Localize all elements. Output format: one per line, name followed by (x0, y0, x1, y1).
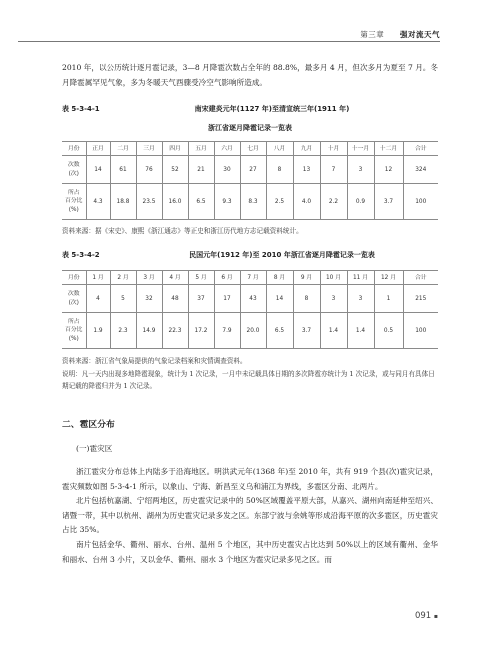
table-cell: 76 (136, 156, 162, 184)
section-body (62, 465, 438, 567)
table-header-cell: 八月 (266, 142, 293, 156)
table-header-cell: 九月 (293, 142, 320, 156)
table-cell: 1 (374, 285, 403, 313)
table-cell: 1.9 (86, 313, 110, 349)
table-header-cell: 10 月 (320, 271, 347, 285)
table-header-cell: 合计 (403, 271, 438, 285)
table-cell: 7 (320, 156, 347, 184)
table-cell: 215 (403, 285, 438, 313)
table-cell: 3.7 (293, 313, 320, 349)
table-cell: 1.4 (320, 313, 347, 349)
table-cell: 2.2 (320, 184, 347, 220)
table-cell: 17.2 (188, 313, 214, 349)
table-cell: 20.0 (240, 313, 266, 349)
table-cell: 5 (110, 285, 136, 313)
chapter-title: 强对流天气 (400, 30, 440, 39)
table-cell: 3 (347, 285, 374, 313)
table2-number: 表 5-3-4-2 (62, 251, 100, 259)
table1-title-line2: 浙江省逐月降雹记录一览表 (208, 124, 292, 132)
table2-note: 说明：凡一天内出现多地降雹现象，统计为 1 次记录，一月中未记载具体日期的多次降雹亦统计为 1 次记录，或与同月有具体日期记载的降雹归并为 1 次记录。 (62, 370, 435, 390)
table-header-cell: 1 月 (86, 271, 110, 285)
table-cell: 21 (188, 156, 214, 184)
table-cell: 13 (293, 156, 320, 184)
table-cell: 324 (403, 156, 438, 184)
table-cell: 16.0 (162, 184, 188, 220)
table-header-cell: 月份 (62, 271, 86, 285)
table-cell: 2.3 (110, 313, 136, 349)
section-subheading: (一)雹灾区 (76, 444, 113, 453)
table-header-cell: 8 月 (266, 271, 293, 285)
table1-title-line1: 南宋建炎元年(1127 年)至清宣统三年(1911 年) (194, 105, 350, 113)
table1-header-row (62, 142, 438, 156)
table2-count-row (62, 285, 438, 313)
row-label: 所占 百分比 (%) (62, 313, 86, 349)
table1-percent-row (62, 184, 438, 220)
table-header-cell: 十月 (320, 142, 347, 156)
body-paragraph: 浙江雹灾分布总体上内陆多于沿海地区。明洪武元年(1368 年)至 2010 年，共有 919 个县(次)雹灾记录，雹灾频数如图 5-3-4-1 所示，以象山、宁海、新昌至义乌和浦江为界线，多雹区分南、北两片。 (62, 467, 438, 491)
table-cell: 12 (374, 156, 403, 184)
table-cell: 1.4 (347, 313, 374, 349)
table-cell: 4.3 (86, 184, 110, 220)
table2 (62, 270, 438, 349)
page-number: 091 ▪ (414, 611, 438, 621)
table1-count-row (62, 156, 438, 184)
table-header-cell: 6 月 (214, 271, 240, 285)
table2-caption (62, 250, 438, 260)
table-cell: 43 (240, 285, 266, 313)
table-cell: 14 (86, 156, 110, 184)
table-cell: 23.5 (136, 184, 162, 220)
table-cell: 100 (403, 313, 438, 349)
table-header-cell: 2 月 (110, 271, 136, 285)
table-cell: 14.9 (136, 313, 162, 349)
table-header-cell: 二月 (110, 142, 136, 156)
table-header-cell: 十二月 (374, 142, 403, 156)
row-label: 所占 百分比 (%) (62, 184, 86, 220)
table-cell: 0.5 (374, 313, 403, 349)
table-header-cell: 月份 (62, 142, 86, 156)
table-cell: 7.9 (214, 313, 240, 349)
table2-title: 民国元年(1912 年)至 2010 年浙江省逐月降雹记录一览表 (189, 251, 375, 259)
table-header-cell: 三月 (136, 142, 162, 156)
table-cell: 52 (162, 156, 188, 184)
table2-header-row (62, 271, 438, 285)
table-cell: 100 (403, 184, 438, 220)
table-header-cell: 十一月 (347, 142, 374, 156)
table-header-cell: 五月 (188, 142, 214, 156)
table-cell: 18.8 (110, 184, 136, 220)
table-cell: 32 (136, 285, 162, 313)
table1-caption (62, 104, 438, 114)
table-cell: 0.9 (347, 184, 374, 220)
table-cell: 8 (266, 156, 293, 184)
table-header-cell: 11 月 (347, 271, 374, 285)
table-cell: 9.3 (214, 184, 240, 220)
chapter-label: 第三章 (360, 30, 385, 39)
table-header-cell: 3 月 (136, 271, 162, 285)
body-paragraph: 南片包括金华、衢州、丽水、台州、温州 5 个地区，其中历史雹灾占比达到 50%以上的区域有衢州、金华和丽水、台州 3 小片，又以金华、衢州、丽水 3 个地区为雹灾记录多见之区。而 (62, 539, 438, 564)
table-cell: 37 (188, 285, 214, 313)
table-cell: 4 (86, 285, 110, 313)
table-cell: 6.5 (188, 184, 214, 220)
table-cell: 6.5 (266, 313, 293, 349)
intro-paragraph (62, 61, 438, 90)
table-cell: 2.5 (266, 184, 293, 220)
row-label: 次数 (次) (62, 156, 86, 184)
intro-text: 2010 年，以公历统计逐月雹记录，3—8 月降雹次数占全年的 88.8%，最多月 4 月，但次多月为夏至 7 月。冬月降雹属罕见气象，多为冬暖天气酉骤受冷空气影响所造成。 (62, 63, 438, 87)
table-cell: 4.0 (293, 184, 320, 220)
table1 (62, 141, 438, 220)
table2-source: 资料来源：浙江省气象局提供的气象记录档案和灾情调查资料。 (62, 357, 247, 365)
table-cell: 27 (240, 156, 266, 184)
table-cell: 30 (214, 156, 240, 184)
table-cell: 3 (320, 285, 347, 313)
table1-source: 资料来源：据《宋史》、康熙《浙江通志》等正史和浙江历代地方志记载资料统计。 (62, 227, 303, 235)
table-header-cell: 六月 (214, 142, 240, 156)
body-paragraph: 北片包括杭嘉湖、宁绍两地区，历史雹灾记录中的 50%区域覆盖平原大部，从嘉兴、湖州向南延伸至绍兴、诸暨一带，其中以杭州、湖州为历史雹灾记录多发之区。东部宁波与余姚等形成沿海平原的次多雹区，历史雹灾占比 35%。 (62, 496, 438, 535)
row-label: 次数 (次) (62, 285, 86, 313)
table-cell: 61 (110, 156, 136, 184)
table-header-cell: 7 月 (240, 271, 266, 285)
table-header-cell: 9 月 (293, 271, 320, 285)
table-cell: 14 (266, 285, 293, 313)
table1-number: 表 5-3-4-1 (62, 105, 100, 113)
table-header-cell: 5 月 (188, 271, 214, 285)
table-cell: 3 (347, 156, 374, 184)
table-header-cell: 正月 (86, 142, 110, 156)
table-header-cell: 12 月 (374, 271, 403, 285)
table-cell: 3.7 (374, 184, 403, 220)
table-header-cell: 七月 (240, 142, 266, 156)
table-cell: 8 (293, 285, 320, 313)
table-cell: 48 (162, 285, 188, 313)
running-header (18, 29, 440, 40)
table2-percent-row (62, 313, 438, 349)
table-header-cell: 4 月 (162, 271, 188, 285)
table-cell: 22.3 (162, 313, 188, 349)
section-heading: 二、雹区分布 (62, 420, 115, 430)
page-number-value: 091 (414, 611, 432, 621)
table-header-cell: 四月 (162, 142, 188, 156)
table-header-cell: 合计 (403, 142, 438, 156)
header-divider (18, 41, 440, 42)
table-cell: 17 (214, 285, 240, 313)
table-cell: 8.3 (240, 184, 266, 220)
